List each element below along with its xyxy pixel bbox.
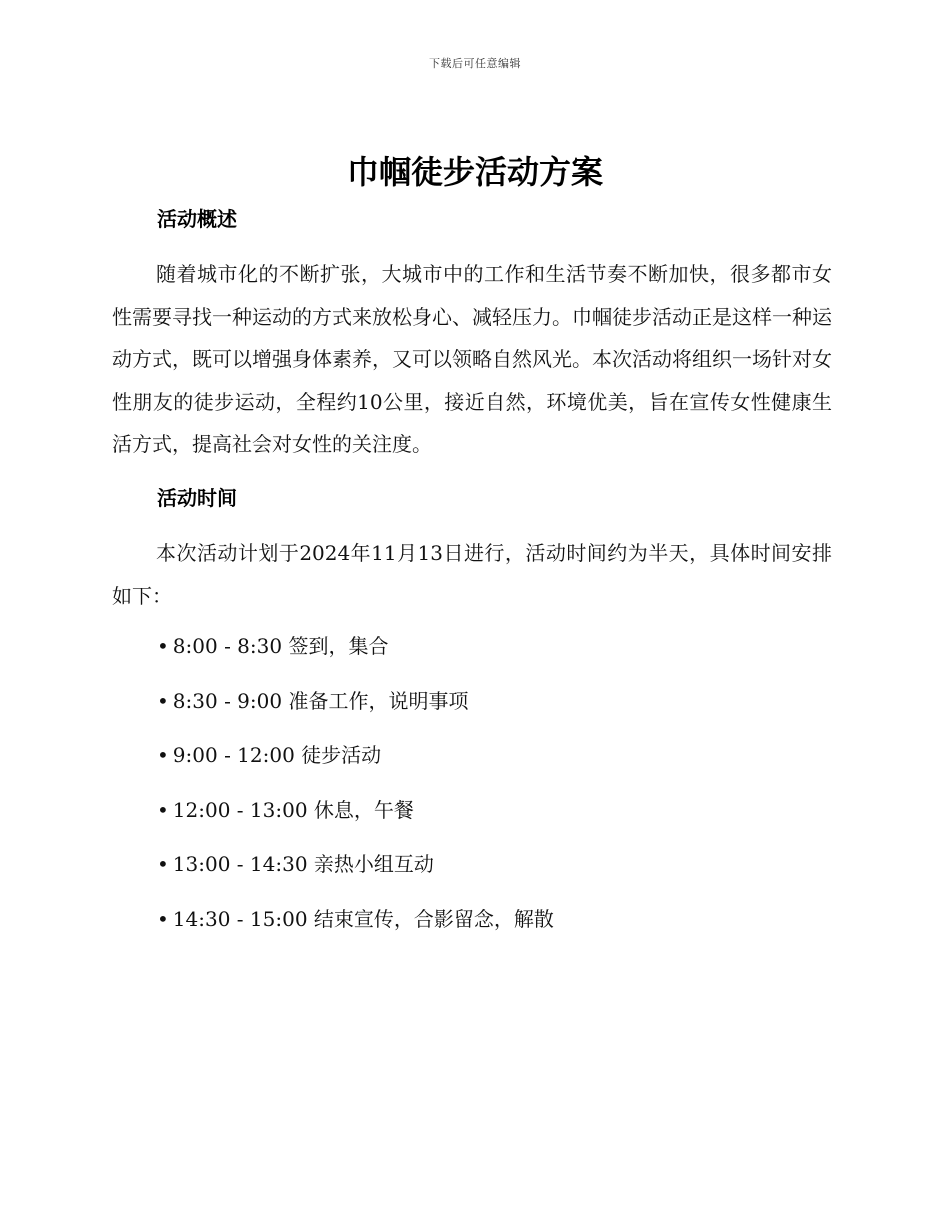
section-paragraph-overview: 随着城市化的不断扩张，大城市中的工作和生活节奏不断加快，很多都市女性需要寻找一种运动的方式来放松身心、减轻压力。巾帼徒步活动正是这样一种运动方式，既可以增强身体素养，又可以领略自然风光。本次活动将组织一场针对女性朋友的徒步运动，全程约10公里，接近自然，环境优美，旨在宣传女性健康生活方式，提高社会对女性的关注度。 bbox=[112, 262, 832, 456]
schedule-item bbox=[157, 632, 554, 660]
section-paragraph-time: 本次活动计划于2024年11月13日进行，活动时间约为半天，具体时间安排如下： bbox=[112, 541, 832, 608]
schedule-item-text: 14:30 - 15:00 结束宣传，合影留念，解散 bbox=[172, 906, 554, 931]
schedule-item bbox=[157, 687, 554, 715]
schedule-item bbox=[157, 850, 554, 878]
bullet-icon: • bbox=[157, 634, 169, 658]
schedule-item-text: 9:00 - 12:00 徒步活动 bbox=[172, 743, 382, 768]
page-title: 巾帼徒步活动方案 bbox=[346, 153, 603, 191]
bullet-icon: • bbox=[157, 852, 169, 877]
schedule-item-text: 8:00 - 8:30 签到，集合 bbox=[172, 634, 389, 658]
schedule-item bbox=[157, 741, 554, 769]
section-heading-time: 活动时间 bbox=[157, 486, 237, 510]
section-heading-overview: 活动概述 bbox=[157, 207, 237, 231]
schedule-item bbox=[157, 796, 554, 824]
header-note: 下载后可任意编辑 bbox=[429, 57, 521, 70]
schedule-item-text: 13:00 - 14:30 亲热小组互动 bbox=[172, 852, 434, 877]
bullet-icon: • bbox=[157, 797, 169, 822]
bullet-icon: • bbox=[157, 906, 169, 931]
bullet-icon: • bbox=[157, 743, 169, 768]
bullet-icon: • bbox=[157, 688, 169, 713]
schedule-list bbox=[157, 632, 554, 960]
schedule-item-text: 8:30 - 9:00 准备工作，说明事项 bbox=[172, 688, 469, 713]
schedule-item-text: 12:00 - 13:00 休息，午餐 bbox=[172, 797, 414, 822]
schedule-item bbox=[157, 905, 554, 933]
